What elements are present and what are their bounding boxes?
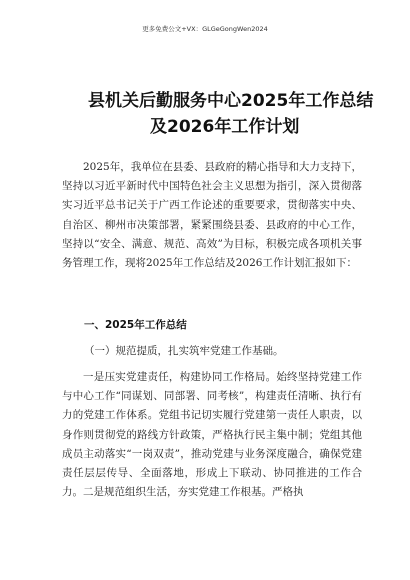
intro-paragraph: 2025年，我单位在县委、县政府的精心指导和大力支持下，坚持以习近平新时代中国特色社会主义思想为指引，深入贯彻落实习近平总书记关于广西工作论述的重要要求，贯彻落实中央、自治区、柳州市决策部署，紧紧围绕县委、县政府的中心工作，坚持以“安全、满意、规范、高效”为目标，积极完成各项机关事务管理工作，现将2025年工作总结及2026工作计划汇报如下： xyxy=(62,161,362,270)
intro-block xyxy=(62,158,362,273)
document-title-line-2: 及2026年工作计划 xyxy=(150,117,300,137)
document-title-line-1: 县机关后勤服务中心2025年工作总结 xyxy=(88,91,374,111)
body-paragraph: 一是压实党建责任，构建协同工作格局。始终坚持党建工作与中心工作“同谋划、同部署、同考核”，构建责任清晰、执行有力的党建工作体系。党组书记切实履行党建第一责任人职责，以身作则贯彻党的路线方针政策，严格执行民主集中制；党组其他成员主动落实“一岗双责”，推动党建与业务深度融合，确保党建责任层层传导、全面落地，形成上下联动、协同推进的工作合力。二是规范组织生活，夯实党建工作根基。严格执 xyxy=(62,371,362,499)
header-note: 更多免费公文+VX：GLGeGongWen2024 xyxy=(142,25,268,33)
subsection-heading: （一）规范提质，扎实筑牢党建工作基础。 xyxy=(84,345,284,357)
section-heading: 一、2025年工作总结 xyxy=(84,319,187,331)
body-block xyxy=(62,368,362,502)
